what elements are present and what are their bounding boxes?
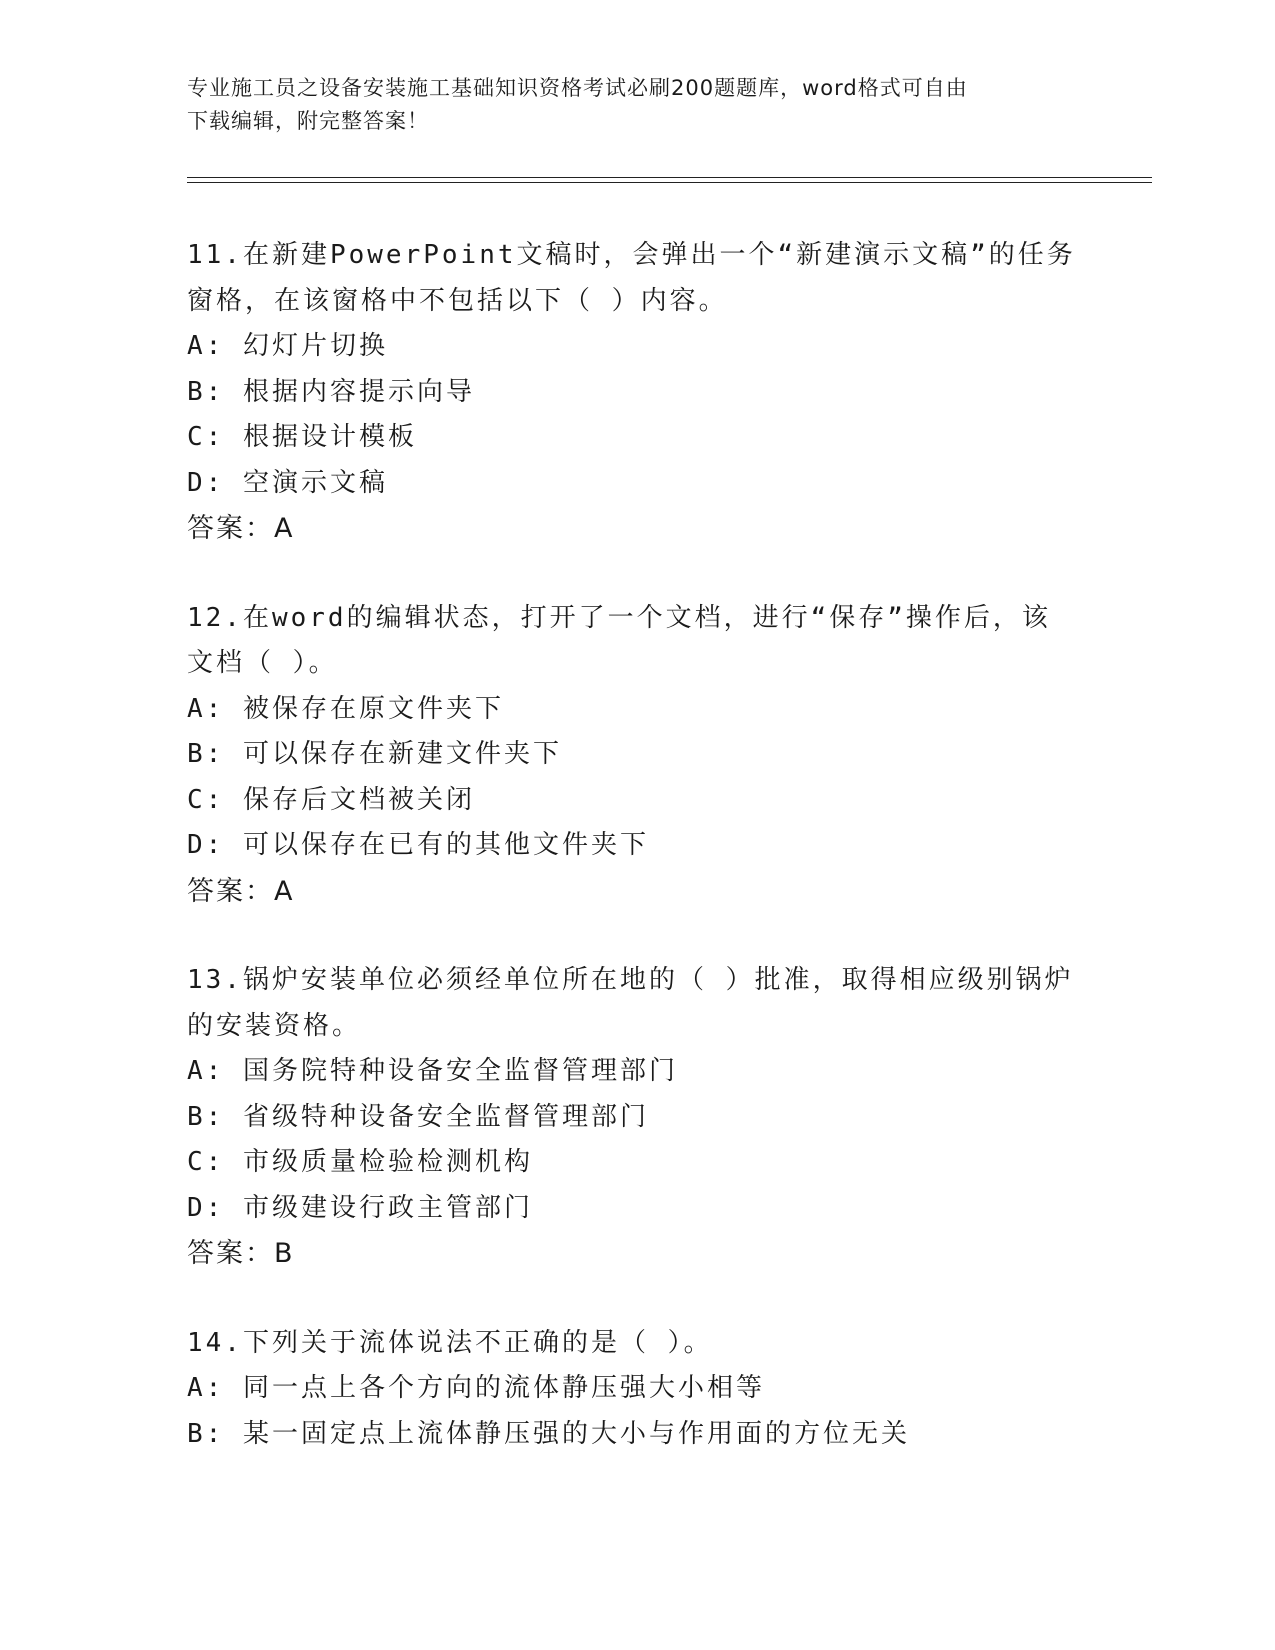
option-letter: B: xyxy=(187,1101,225,1132)
option-letter: A: xyxy=(187,331,225,361)
question-11 xyxy=(187,233,1087,552)
option-letter: D: xyxy=(187,467,225,498)
answer-label: 答案：B xyxy=(187,1238,295,1269)
question-number: 13. xyxy=(187,965,243,995)
question-number: 11. xyxy=(187,240,243,270)
question-stem-line-1: 在word的编辑状态，打开了一个文档，进行“保存”操作后，该 xyxy=(242,602,1051,633)
option-a xyxy=(187,1049,1087,1095)
header-divider-bottom xyxy=(187,182,1152,183)
option-letter: B: xyxy=(187,1418,225,1449)
option-b xyxy=(187,732,1087,778)
question-number: 14. xyxy=(187,1327,243,1358)
option-letter: D: xyxy=(187,1192,225,1223)
option-a xyxy=(187,687,1087,733)
question-number: 12. xyxy=(187,602,243,633)
option-c xyxy=(187,778,1087,824)
header-title-line-2: 下载编辑，附完整答案！ xyxy=(187,109,429,133)
option-text: 同一点上各个方向的流体静压强大小相等 xyxy=(242,1373,765,1403)
question-stem-line-2: 的安装资格。 xyxy=(187,1010,362,1041)
option-letter: C: xyxy=(187,1147,225,1177)
option-letter: D: xyxy=(187,830,225,860)
option-text: 可以保存在新建文件夹下 xyxy=(242,739,562,769)
option-d xyxy=(187,823,1087,869)
question-stem-line-2: 窗格，在该窗格中不包括以下（ ）内容。 xyxy=(187,285,728,316)
option-a xyxy=(187,1366,1087,1412)
option-b xyxy=(187,370,1087,416)
option-text: 保存后文档被关闭 xyxy=(242,784,475,815)
option-text: 国务院特种设备安全监督管理部门 xyxy=(242,1056,678,1086)
option-text: 省级特种设备安全监督管理部门 xyxy=(242,1101,649,1132)
option-text: 市级建设行政主管部门 xyxy=(242,1192,533,1223)
option-letter: C: xyxy=(187,422,225,452)
option-c xyxy=(187,415,1087,461)
question-stem-line-1: 在新建PowerPoint文稿时，会弹出一个“新建演示文稿”的任务 xyxy=(242,240,1076,270)
question-stem-line-2: 文档（ ）。 xyxy=(187,648,338,678)
option-text: 根据内容提示向导 xyxy=(242,376,475,407)
option-letter: A: xyxy=(187,1056,225,1086)
option-letter: B: xyxy=(187,739,225,769)
header-title-line-1: 专业施工员之设备安装施工基础知识资格考试必刷200题题库，word格式可自由 xyxy=(187,76,968,100)
option-text: 幻灯片切换 xyxy=(242,331,388,361)
option-c xyxy=(187,1140,1087,1186)
option-letter: A: xyxy=(187,693,225,724)
option-d xyxy=(187,1186,1087,1232)
option-text: 根据设计模板 xyxy=(242,422,417,452)
option-letter: C: xyxy=(187,784,225,815)
option-d xyxy=(187,461,1087,507)
header-divider-top xyxy=(187,177,1152,178)
question-list xyxy=(187,233,1087,1501)
question-stem-line-1: 锅炉安装单位必须经单位所在地的（ ）批准，取得相应级别锅炉 xyxy=(242,965,1074,995)
option-text: 市级质量检验检测机构 xyxy=(242,1147,533,1177)
question-13 xyxy=(187,958,1087,1277)
question-14 xyxy=(187,1321,1087,1458)
option-a xyxy=(187,324,1087,370)
question-12 xyxy=(187,596,1087,915)
option-letter: A: xyxy=(187,1373,225,1403)
option-b xyxy=(187,1412,1087,1458)
option-text: 某一固定点上流体静压强的大小与作用面的方位无关 xyxy=(242,1418,910,1449)
option-text: 可以保存在已有的其他文件夹下 xyxy=(242,830,649,860)
answer-label: 答案：A xyxy=(187,875,295,907)
question-stem-line-1: 下列关于流体说法不正确的是（ ）。 xyxy=(242,1327,713,1358)
option-letter: B: xyxy=(187,376,225,407)
option-text: 空演示文稿 xyxy=(242,467,388,498)
answer-label: 答案：A xyxy=(187,513,295,544)
option-text: 被保存在原文件夹下 xyxy=(242,693,504,724)
document-header xyxy=(187,72,1067,138)
option-b xyxy=(187,1095,1087,1141)
